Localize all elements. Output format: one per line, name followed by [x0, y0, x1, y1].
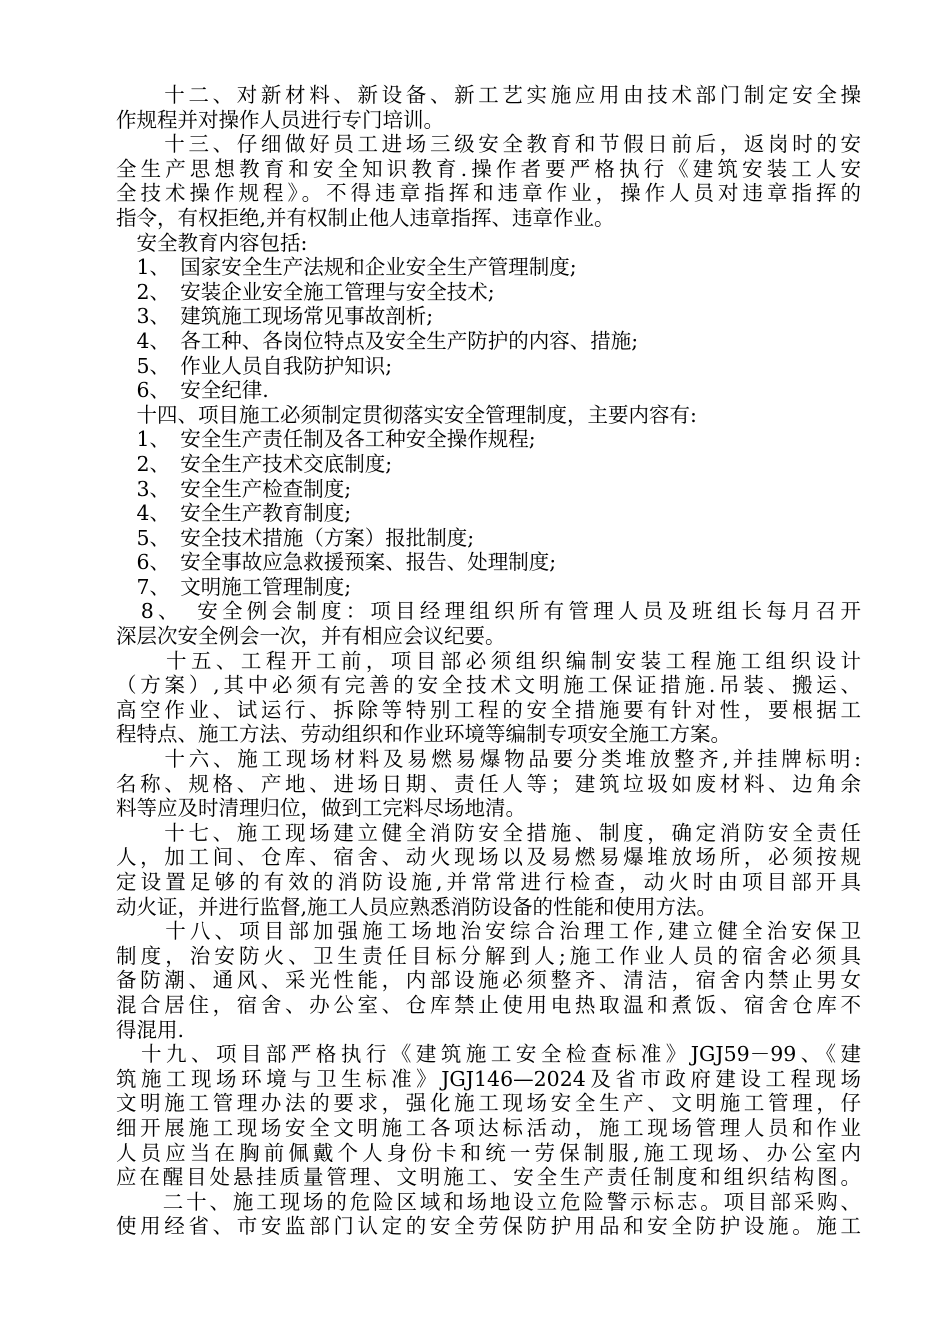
text-line: 指令，有权拒绝,并有权制止他人违章指挥、违章作业。: [116, 205, 615, 230]
text-line: （方案）,其中必须有完善的安全技术文明施工保证措施.吊装、搬运、: [116, 673, 861, 698]
text-line: 安全教育内容包括:: [116, 230, 308, 255]
text-line: 3、 建筑施工现场常见事故剖析;: [116, 304, 434, 329]
text-line: 深层次安全例会一次，并有相应会议纪要。: [116, 624, 506, 649]
text-line: 细开展施工现场安全文明施工各项达标活动，施工现场管理人员和作业: [116, 1115, 861, 1140]
text-line: 2、 安装企业安全施工管理与安全技术;: [116, 279, 495, 304]
text-line: 十六、施工现场材料及易燃易爆物品要分类堆放整齐,并挂牌标明:: [116, 747, 861, 772]
text-line: 筑施工现场环境与卫生标准》JGJ146—2024及省市政府建设工程现场: [116, 1066, 861, 1091]
text-line: 6、 安全纪律.: [116, 378, 269, 403]
text-line: 定设置足够的有效的消防设施,并常常进行检查，动火时由项目部开具: [116, 870, 861, 894]
text-line: 使用经省、市安监部门认定的安全劳保防护用品和安全防护设施。施工: [116, 1214, 861, 1239]
text-line: 名称、规格、产地、进场日期、责任人等；建筑垃圾如废材料、边角余: [116, 771, 861, 796]
text-line: 1、 国家安全生产法规和企业安全生产管理制度;: [116, 255, 577, 280]
text-line: 1、 安全生产责任制及各工种安全操作规程;: [116, 427, 536, 452]
text-line: 高空作业、试运行、拆除等特别工程的安全措施要有针对性，要根据工: [116, 697, 861, 722]
text-line: 5、 安全技术措施（方案）报批制度;: [116, 525, 475, 550]
text-line: 6、 安全事故应急救援预案、报告、处理制度;: [116, 550, 557, 575]
text-line: 十二、对新材料、新设备、新工艺实施应用由技术部门制定安全操: [116, 83, 861, 107]
text-line: 二十、施工现场的危险区域和场地设立危险警示标志。项目部采购、: [116, 1189, 861, 1214]
text-line: 十九、项目部严格执行《建筑施工安全检查标准》JGJ59－99、《建: [116, 1042, 861, 1067]
text-line: 3、 安全生产检查制度;: [116, 476, 352, 501]
text-line: 文明施工管理办法的要求，强化施工现场安全生产、文明施工管理，仔: [116, 1091, 861, 1116]
text-line: 动火证，并进行监督,施工人员应熟悉消防设备的性能和使用方法。: [116, 894, 718, 919]
text-line: 十八、项目部加强施工场地治安综合治理工作,建立健全治安保卫: [116, 919, 861, 944]
text-line: 人，加工间、仓库、宿舍、动火现场以及易燃易爆堆放场所，必须按规: [116, 845, 861, 870]
text-line: 4、 各工种、各岗位特点及安全生产防护的内容、措施;: [116, 328, 639, 353]
text-line: 混合居住，宿舍、办公室、仓库禁止使用电热取温和煮饭、宿舍仓库不: [116, 992, 861, 1017]
text-line: 得混用.: [116, 1017, 185, 1042]
document-body: [116, 83, 861, 1239]
text-line: 作规程并对操作人员进行专门培训。: [116, 107, 444, 132]
text-line: 2、 安全生产技术交底制度;: [116, 451, 393, 476]
text-line: 人员应当在胸前佩戴个人身份卡和统一劳保制服,施工现场、办公室内: [116, 1140, 861, 1165]
text-line: 程特点、施工方法、劳动组织和作业环境等编制专项安全施工方案。: [116, 722, 731, 747]
text-line: 应在醒目处悬挂质量管理、文明施工、安全生产责任制度和组织结构图。: [116, 1165, 861, 1190]
text-line: 十三、仔细做好员工进场三级安全教育和节假日前后，返岗时的安: [116, 132, 861, 157]
text-line: 十七、施工现场建立健全消防安全措施、制度，确定消防安全责任: [116, 820, 861, 845]
text-line: 4、 安全生产教育制度;: [116, 501, 352, 526]
text-line: 十五、工程开工前，项目部必须组织编制安装工程施工组织设计: [116, 648, 861, 673]
text-line: 全技术操作规程》。不得违章指挥和违章作业，操作人员对违章指挥的: [116, 181, 861, 206]
text-line: 8、 安全例会制度：项目经理组织所有管理人员及班组长每月召开: [116, 599, 861, 624]
text-line: 7、 文明施工管理制度;: [116, 574, 352, 599]
text-line: 5、 作业人员自我防护知识;: [116, 353, 393, 378]
text-line: 全生产思想教育和安全知识教育.操作者要严格执行《建筑安装工人安: [116, 156, 861, 181]
text-line: 备防潮、通风、采光性能，内部设施必须整齐、清洁，宿舍内禁止男女: [116, 968, 861, 993]
text-line: 料等应及时清理归位，做到工完料尽场地清。: [116, 796, 526, 821]
text-line: 制度，治安防火、卫生责任目标分解到人;施工作业人员的宿舍必须具: [116, 943, 861, 968]
text-line: 十四、项目施工必须制定贯彻落实安全管理制度，主要内容有:: [116, 402, 697, 427]
